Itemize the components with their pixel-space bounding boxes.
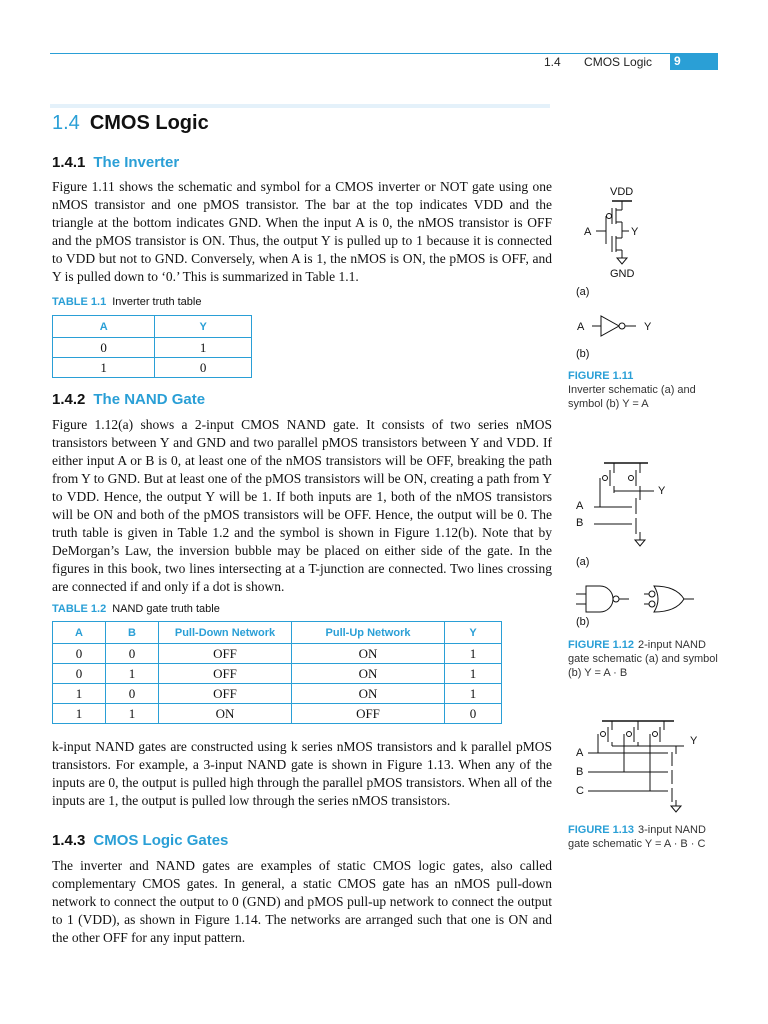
vdd-label: VDD xyxy=(610,186,634,198)
nand-symbols xyxy=(574,584,714,614)
subsection-number: 1.4.2 xyxy=(52,391,86,408)
subsection-number: 1.4.1 xyxy=(52,154,86,171)
table-header-cell: Y xyxy=(445,622,502,644)
subsection-title: The Inverter xyxy=(93,154,180,171)
table-cell: OFF xyxy=(159,664,292,684)
table-cell: ON xyxy=(292,644,445,664)
table-2-caption-text: NAND gate truth table xyxy=(112,603,220,615)
table-cell: ON xyxy=(292,684,445,704)
gnd-label: GND xyxy=(610,268,635,280)
inverter-truth-table xyxy=(52,315,252,378)
fig12-part-a: (a) xyxy=(576,556,590,568)
y-label: Y xyxy=(631,226,639,238)
table-cell: 1 xyxy=(445,684,502,704)
a-label: A xyxy=(584,226,592,238)
pmos-bubble xyxy=(603,476,608,481)
figure-caption-text: 3-input NAND gate schematic Y = A · B · C xyxy=(568,824,706,850)
nand-truth-table xyxy=(52,621,502,724)
paragraph-cmos-gates: The inverter and NAND gates are examples of static CMOS logic gates, also called complementary CMOS gates. In general, a static CMOS gate has an nMOS pull-down network to connect the output to 0 (GND) and pMOS pull-up network to connect the output to 1 (VDD), as shown in Figure 1.14. The networks are arranged such that one is ON and the other OFF for any input pattern. xyxy=(52,858,552,945)
table-cell: ON xyxy=(292,664,445,684)
table-cell: 0 xyxy=(53,664,106,684)
table-2-label: TABLE 1.2 xyxy=(52,603,107,615)
table-cell: OFF xyxy=(292,704,445,724)
table-cell: 0 xyxy=(445,704,502,724)
table-row xyxy=(53,644,502,664)
table-cell: ON xyxy=(159,704,292,724)
subsection-number: 1.4.3 xyxy=(52,832,86,849)
table-header-cell: A xyxy=(53,622,106,644)
b-label: B xyxy=(576,766,584,778)
table-header-row xyxy=(53,622,502,644)
table-row xyxy=(53,684,502,704)
table-1-caption xyxy=(52,296,201,308)
table-cell: 1 xyxy=(155,338,252,358)
table-header-cell: B xyxy=(106,622,159,644)
or-body xyxy=(654,586,684,612)
inversion-bubble xyxy=(619,323,625,329)
pmos-bubble xyxy=(653,732,658,737)
subsection-heading-inverter xyxy=(52,154,179,171)
running-head-title: CMOS Logic xyxy=(584,55,653,69)
fig12-part-b: (b) xyxy=(576,616,590,628)
table-header-cell: A xyxy=(53,316,155,338)
table-cell: 1 xyxy=(106,664,159,684)
table-header-cell: Y xyxy=(155,316,252,338)
table-cell: OFF xyxy=(159,684,292,704)
buffer-triangle xyxy=(601,316,619,336)
and-body xyxy=(586,586,613,612)
ground-triangle xyxy=(617,258,627,264)
table-cell: 1 xyxy=(445,644,502,664)
inverter-schematic xyxy=(574,182,674,287)
nand-schematic xyxy=(574,458,674,553)
table-cell: 1 xyxy=(53,704,106,724)
figure-1-12-caption xyxy=(568,638,718,680)
table-cell: 0 xyxy=(53,338,155,358)
running-head-section: 1.4 xyxy=(544,55,561,69)
fig11-part-b: (b) xyxy=(576,348,590,360)
figure-caption-text: Inverter schematic (a) and symbol (b) Y = A xyxy=(568,384,696,410)
inversion-bubble xyxy=(649,601,655,607)
subsection-title: The NAND Gate xyxy=(93,391,206,408)
a-label: A xyxy=(576,500,584,512)
fig11-part-a: (a) xyxy=(576,286,590,298)
b-label: B xyxy=(576,517,584,529)
inversion-bubble xyxy=(613,596,619,602)
table-cell: 0 xyxy=(106,684,159,704)
subsection-heading-cmos-gates xyxy=(52,832,228,849)
ground-triangle xyxy=(635,540,645,546)
table-cell: 1 xyxy=(106,704,159,724)
table-1-caption-text: Inverter truth table xyxy=(112,296,202,308)
section-number: 1.4 xyxy=(52,112,80,134)
table-cell: 1 xyxy=(445,664,502,684)
table-row xyxy=(53,358,252,378)
table-cell: OFF xyxy=(159,644,292,664)
inverter-symbol xyxy=(574,314,674,338)
ground-triangle xyxy=(671,806,681,812)
table-row xyxy=(53,704,502,724)
figure-label: FIGURE 1.13 xyxy=(568,824,635,836)
figure-1-11-caption xyxy=(568,369,718,411)
y-label: Y xyxy=(644,321,652,333)
section-heading xyxy=(52,112,209,135)
pmos-bubble xyxy=(627,732,632,737)
page-number: 9 xyxy=(670,53,718,70)
table-header-cell: Pull-Up Network xyxy=(292,622,445,644)
a-label: A xyxy=(576,747,584,759)
table-1-label: TABLE 1.1 xyxy=(52,296,107,308)
table-cell: 0 xyxy=(155,358,252,378)
inversion-bubble xyxy=(649,591,655,597)
header-rule xyxy=(50,53,718,54)
section-title: CMOS Logic xyxy=(89,112,209,134)
paragraph-inverter: Figure 1.11 shows the schematic and symbol for a CMOS inverter or NOT gate using one nMOS transistor and one pMOS transistor. The bar at the top indicates VDD and the triangle at the bottom indicates GND. When the input A is 0, the nMOS transistor is OFF and the pMOS transistor is ON. Thus, the output Y is pulled up to 1 because it is connected to VDD but not to GND. Conversely, when A is 1, the nMOS is ON, the pMOS is OFF, and Y is pulled down to ‘0.’ This is summarized in Table 1.1. xyxy=(52,179,552,284)
table-cell: 0 xyxy=(106,644,159,664)
figure-label: FIGURE 1.11 xyxy=(568,370,634,382)
subsection-heading-nand xyxy=(52,391,205,408)
a-label: A xyxy=(577,321,585,333)
subsection-title: CMOS Logic Gates xyxy=(93,832,229,849)
table-cell: 1 xyxy=(53,684,106,704)
section-bar xyxy=(50,104,550,108)
figure-label: FIGURE 1.12 xyxy=(568,639,635,651)
table-cell: 0 xyxy=(53,644,106,664)
nand3-schematic xyxy=(574,716,704,814)
table-row xyxy=(53,338,252,358)
running-head xyxy=(544,55,672,69)
table-header-row xyxy=(53,316,252,338)
pmos-bubble xyxy=(607,214,612,219)
table-2-caption xyxy=(52,603,220,615)
pmos-bubble xyxy=(629,476,634,481)
figure-1-13-caption xyxy=(568,823,718,851)
figure-caption-text: 2-input NAND gate schematic (a) and symbol (b) Y = A · B xyxy=(568,639,718,679)
paragraph-k-input-nand: k-input NAND gates are constructed using k series nMOS transistors and k parallel pMOS transistors. For example, a 3-input NAND gate is shown in Figure 1.13. When any of the inputs are 0, the output is pulled high through the parallel pMOS transistors. When all of the inputs are 1, the output is pulled low through the series nMOS transistors. xyxy=(52,739,552,808)
table-header-cell: Pull-Down Network xyxy=(159,622,292,644)
y-label: Y xyxy=(690,735,698,747)
table-cell: 1 xyxy=(53,358,155,378)
paragraph-nand: Figure 1.12(a) shows a 2-input CMOS NAND gate. It consists of two series nMOS transistors between Y and GND and two parallel pMOS transistors between Y and VDD. If either input A or B is 0, at least one of the nMOS transistors will be OFF, breaking the path from Y to GND. But at least one of the pMOS transistors will be ON, creating a path from Y to VDD. Hence, the output Y will be 1. If both inputs are 1, both of the nMOS transistors will be ON and both of the pMOS transistors will be OFF. Hence, the output will be 0. The truth table is given in Table 1.2 and the symbol is shown in Figure 1.12(b). Note that by DeMorgan’s Law, the inversion bubble may be placed on either side of the gate. In the figures in this book, two lines intersecting at a T-junction are connected. Two lines crossing are connected if and only if a dot is shown. xyxy=(52,417,552,594)
y-label: Y xyxy=(658,485,666,497)
pmos-bubble xyxy=(601,732,606,737)
c-label: C xyxy=(576,785,584,797)
table-row xyxy=(53,664,502,684)
